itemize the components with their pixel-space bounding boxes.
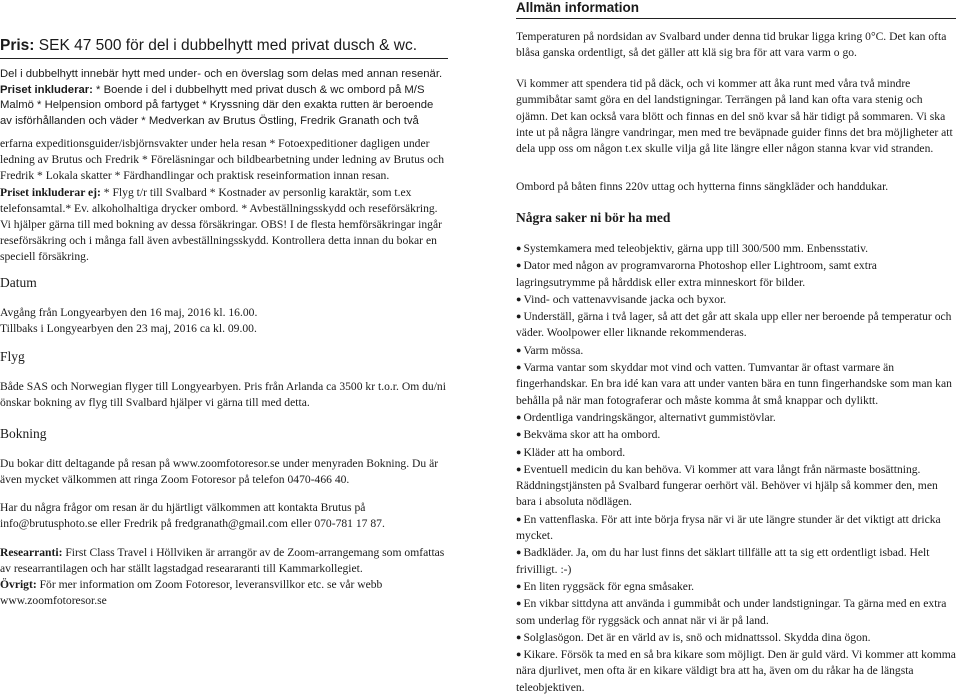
price-label: Pris: — [0, 37, 35, 54]
info-divider — [516, 18, 956, 19]
list-item-text: Varma vantar som skyddar mot vind och vatten. Tumvantar är oftast varmare än fingerhandskar. En bra idé kan vara att under vanten bära en tunn fingerhandske som man kan behålla på när man fotograferar och måste komma åt små knappar och dyliktt. — [516, 361, 952, 407]
datum-return: Tillbaks i Longyearbyen den 23 maj, 2016 ca kl. 09.00. — [0, 322, 257, 335]
includes-text: * Boende i del i dubbelhytt med privat dusch & wc ombord på M/S Malmö * Helpension ombord på fartyget * Kryssning där den exakta rutten är beroende av isförhållanden och väder * Medverkan av Brutus Östling, Fredrik Granath och två — [0, 83, 434, 127]
price-value: SEK 47 500 för del i dubbelhytt med privat dusch & wc. — [34, 37, 418, 54]
list-item-text: Underställ, gärna i två lager, så att det går att skala upp eller ner beroende på temperatur och väder. Woolpower eller liknande rekommenderas. — [516, 310, 952, 340]
bullet-icon: ● — [516, 598, 522, 609]
datum-depart: Avgång från Longyearbyen den 16 maj, 2016 kl. 16.00. — [0, 306, 258, 319]
info-title: Allmän information — [516, 0, 640, 15]
bullet-icon: ● — [516, 344, 522, 355]
list-item — [516, 578, 956, 595]
activities-text: Vi kommer att spendera tid på däck, och vi kommer att åka runt med våra två mindre gummibåtar samt göra en del landstigningar. Terrängen på land kan ofta vara stenig och ojämn. Det kan också vara blött och finnas en del snö kvar så här tidigt på sommaren. Vi ska inte ut på några längre vandringar, men med tre beväpnade guider finns det bra möjligheter att dela upp oss om någon t.ex skulle vilja gå lite längre eller någon stanna kvar vid stranden. — [516, 77, 953, 156]
bullet-icon: ● — [516, 446, 522, 457]
list-item-text: Systemkamera med teleobjektiv, gärna upp till 300/500 mm. Enbensstativ. — [523, 242, 869, 255]
datum-heading: Datum — [0, 275, 37, 290]
price-divider — [0, 58, 448, 59]
bullet-icon: ● — [516, 631, 522, 642]
list-item — [516, 595, 956, 629]
list-item-text: En liten ryggsäck för egna småsaker. — [523, 579, 695, 593]
list-item — [516, 511, 956, 545]
flyg-heading: Flyg — [0, 349, 25, 364]
intro-line: Del i dubbelhytt innebär hytt med under- och en överslag som delas med annan resenär. — [0, 68, 443, 80]
researrangor-paragraph — [0, 545, 448, 609]
bullet-icon: ● — [516, 260, 522, 271]
ovrigt-text: För mer information om Zoom Fotoresor, leveransvillkor etc. se vår webb www.zoomfotoresor.se — [0, 578, 383, 607]
list-item-text: Eventuell medicin du kan behöva. Vi kommer att vara långt från närmaste bosättning. Räddningstjänsten på Svalbard fungerar oerhört väl. Behöver vi hjälp så kommer den, men bara i absoluta nödlägen. — [516, 462, 938, 509]
list-item-text: En vattenflaska. För att inte börja frysa när vi är ute längre stunder är det viktigt att dricka mycket. — [516, 512, 941, 543]
list-item-text: Ordentliga vandringskängor, alternativt gummistövlar. — [523, 410, 776, 424]
list-item — [516, 342, 956, 359]
list-item-text: Varm mössa. — [523, 343, 584, 357]
bullet-icon: ● — [516, 293, 522, 304]
includes-text-cont: erfarna expeditionsguider/isbjörnsvakter under hela resan * Fotoexpeditioner dagligen under ledning av Brutus och Fredrik * Föreläsningar och bildbearbetning under ledning av Brutus och Fredrik * Lokala skatter * Färdhandlingar och praktisk reseinformation innan resan. — [0, 137, 445, 182]
datum-section — [0, 305, 448, 337]
list-item — [516, 409, 956, 426]
bokning-text: Du bokar ditt deltagande på resan på www.zoomfotoresor.se under menyraden Bokning. Du är även mycket välkommen att ringa Zoom Fotoresor på telefon 0470-466 40. — [0, 457, 439, 486]
bullet-icon: ● — [516, 547, 522, 558]
list-item-text: Solglasögon. Det är en värld av is, snö och midnattssol. Skydda dina ögon. — [523, 630, 871, 644]
bullet-icon: ● — [516, 513, 522, 524]
list-item — [516, 308, 956, 342]
power-text: Ombord på båten finns 220v uttag och hytterna finns sängkläder och handdukar. — [516, 180, 889, 193]
bullet-icon: ● — [516, 429, 522, 440]
bullet-icon: ● — [516, 649, 522, 660]
contact-text: Har du några frågor om resan är du hjärtligt välkommen att kontakta Brutus på info@brutusphoto.se eller Fredrik på fredgranath@gmail.com eller 070-781 17 87. — [0, 501, 385, 530]
flyg-text: Både SAS och Norwegian flyger till Longyearbyen. Pris från Arlanda ca 3500 kr t.o.r. Om du/ni önskar bokning av flyg till Svalbard hjälper vi gärna till med detta. — [0, 380, 446, 409]
list-item — [516, 444, 956, 461]
list-item — [516, 426, 956, 443]
bokning-heading: Bokning — [0, 426, 47, 441]
list-item — [516, 291, 956, 308]
list-item — [516, 461, 956, 511]
list-item-text: Vind- och vattenavvisande jacka och byxor. — [523, 292, 727, 306]
list-item-text: Bekväma skor att ha ombord. — [523, 428, 661, 442]
includes-paragraph — [0, 83, 448, 130]
bullet-icon: ● — [516, 463, 522, 474]
includes-continued — [0, 136, 448, 184]
bullet-icon: ● — [516, 311, 522, 322]
bullet-icon: ● — [516, 580, 522, 591]
excludes-paragraph — [0, 185, 448, 265]
list-item — [516, 240, 956, 257]
bullet-icon: ● — [516, 362, 522, 373]
price-details — [0, 67, 448, 129]
items-heading: Några saker ni bör ha med — [516, 210, 671, 225]
includes-label: Priset inkluderar: — [0, 83, 93, 96]
bullet-icon: ● — [516, 243, 522, 253]
ovrigt-label: Övrigt: — [0, 578, 37, 591]
researrangor-label: Researranti: — [0, 546, 63, 559]
bullet-icon: ● — [516, 411, 522, 422]
list-item — [516, 544, 956, 578]
researrangor-text: First Class Travel i Höllviken är arrangör av de Zoom-arrangemang som omfattas av researrantilagen och har ställt lagstadgad researaranti till Kammarkollegiet. — [0, 546, 445, 575]
list-item — [516, 359, 956, 409]
list-item — [516, 629, 956, 646]
list-item-text: Dator med någon av programvarorna Photoshop eller Lightroom, samt extra lagringsutrymme på hårddisk eller extra minneskort för bilder. — [516, 259, 877, 289]
list-item — [516, 646, 956, 696]
list-item — [516, 257, 956, 291]
list-item-text: Badkläder. Ja, om du har lust finns det säklart tillfälle att ta sig ett ordentligt isbad. Helt frivilligt. :-) — [516, 546, 930, 576]
price-heading — [0, 36, 448, 55]
excludes-label: Priset inkluderar ej: — [0, 186, 101, 199]
excludes-text: * Flyg t/r till Svalbard * Kostnader av personlig karaktär, som t.ex telefonsamtal.* Ev. alkoholhaltiga drycker ombord. * Avbeställningsskydd och reseförsäkring. Vi hjälper gärna till med bokning av dessa försäkringar. OBS! I de flesta hemförsäkringar ingår reseförsäkring och i många fall även avbeställningsskydd. Kontrollera detta innan du bokar en speciell försäkring. — [0, 186, 442, 263]
packing-list — [516, 240, 956, 696]
items-list — [516, 240, 956, 696]
list-item-text: Kläder att ha ombord. — [523, 445, 626, 459]
list-item-text: Kikare. Försök ta med en så bra kikare som möjligt. Den är guld värd. Vi kommer att komma nära djurlivet, men ofta är en kikare väldigt bra att ha, även om du råkar ha de längsta teleobjektiven. — [516, 648, 956, 694]
list-item-text: En vikbar sittdyna att använda i gummibåt och under landstigningar. Ta gärna med en extra som underlag för ryggsäck och annat när vi är på land. — [516, 597, 947, 627]
temperature-text: Temperaturen på nordsidan av Svalbard under denna tid brukar ligga kring 0°C. Det kan ofta blåsa ganska ordentligt, så det gäller att klä sig bra för att vara varm o go. — [516, 30, 947, 60]
